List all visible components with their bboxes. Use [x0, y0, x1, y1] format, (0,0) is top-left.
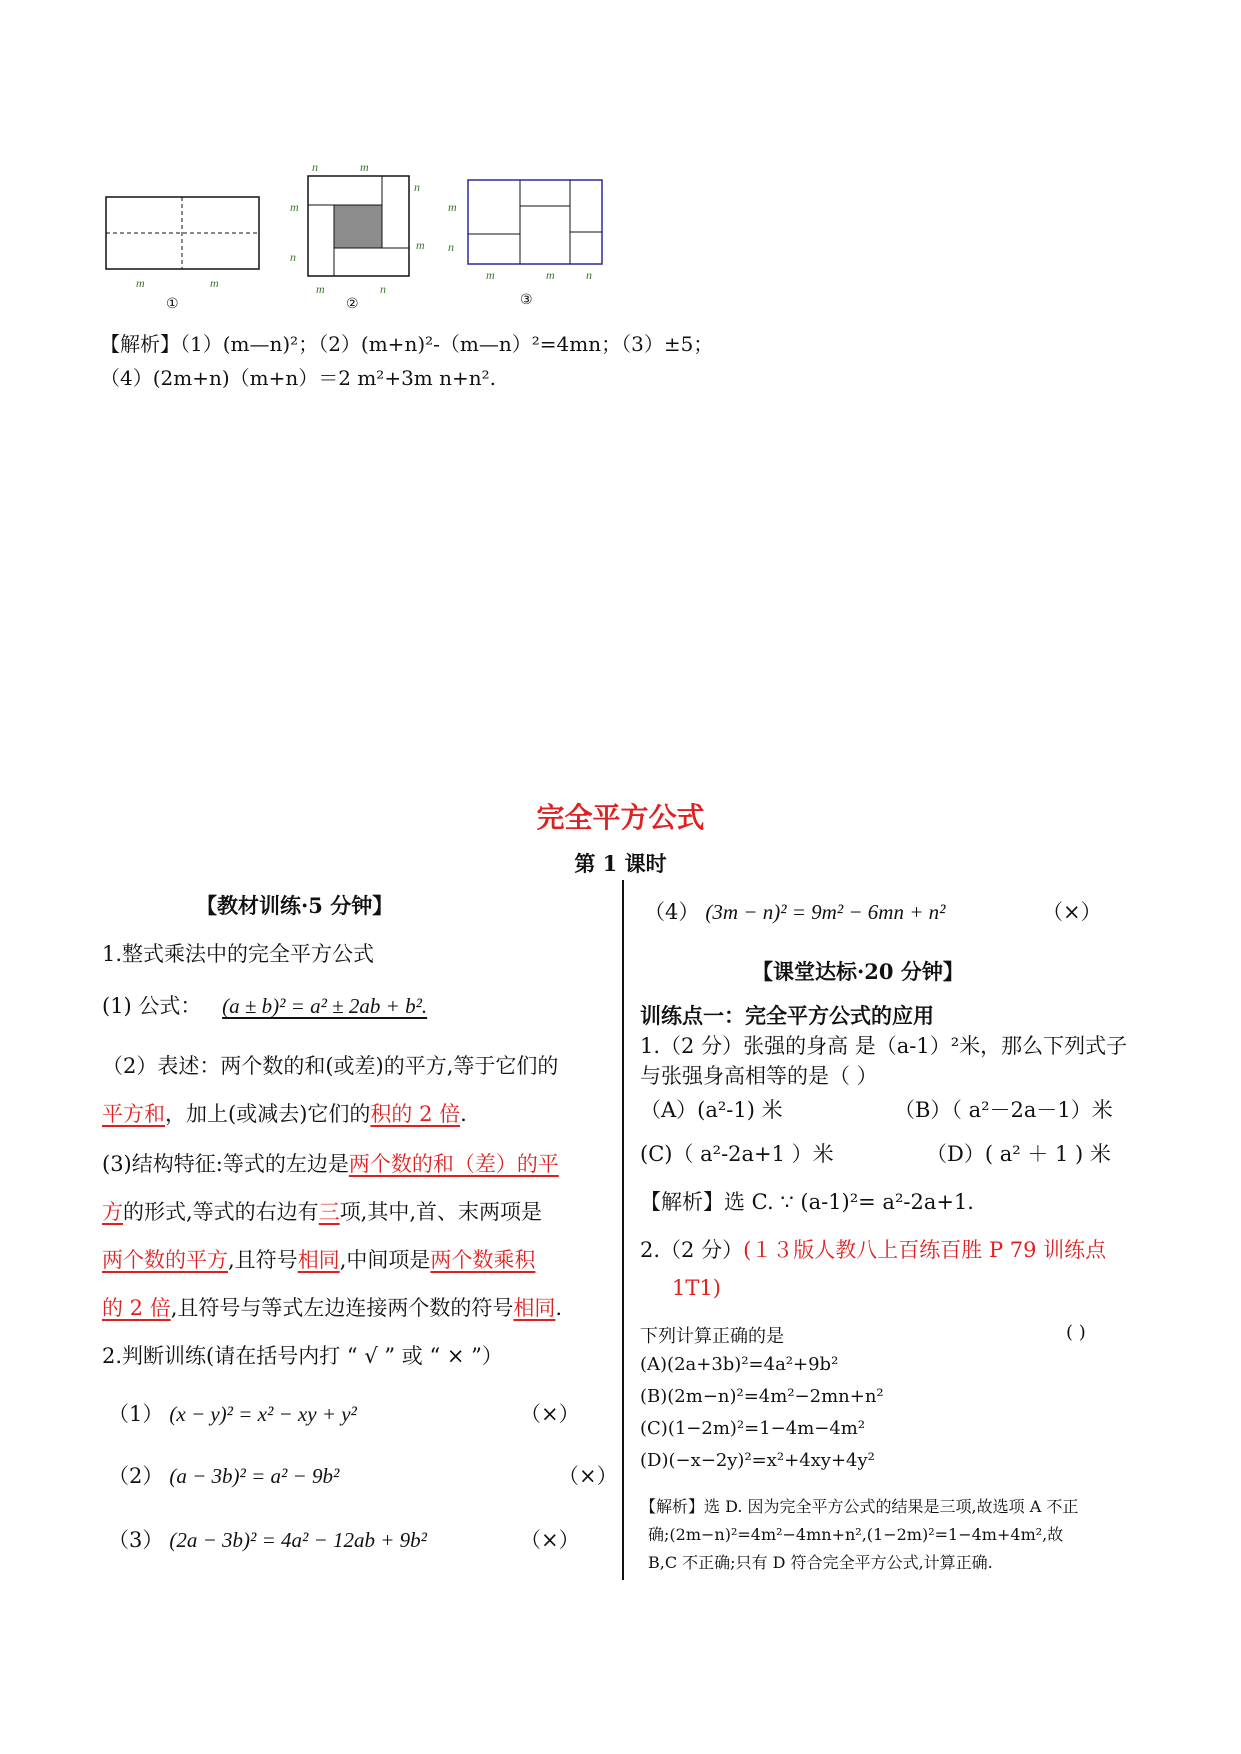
- q1-formula-row: [102, 990, 435, 1020]
- page-subtitle: 第 1 课时: [574, 851, 667, 876]
- p1-option-a: （A）(a²-1) 米: [640, 1098, 783, 1122]
- fig2-label-m: m: [360, 160, 369, 174]
- judge-item-label: （3）: [108, 1528, 164, 1552]
- p1-option-d: （D）( a² ＋ 1 ) 米: [926, 1142, 1111, 1166]
- fig2-label-m: m: [316, 282, 325, 296]
- p1-line1: 1.（2 分）张强的身高 是（a-1）²米，那么下列式子: [640, 1034, 1128, 1058]
- q1-struct-blank6: 相同: [513, 1296, 556, 1320]
- p2-option: (C)(1−2m)²=1−4m−4m²: [640, 1418, 866, 1439]
- column-divider: [622, 880, 624, 1580]
- q1-struct-end: .: [555, 1296, 563, 1320]
- p2-answer-line2: 确;(2m−n)²=4m²−4mn+n²,(1−2m)²=1−4m+4m²,故: [648, 1525, 1064, 1544]
- judge-item-answer: （×）: [520, 1402, 580, 1426]
- judge-item-label: （2）: [108, 1464, 164, 1488]
- judge-item-expr: (x − y)² = x² − xy + y²: [169, 1402, 357, 1426]
- q1-struct-line2: [102, 1196, 542, 1226]
- q1-formula: (a ± b)² = a² ± 2ab + b².: [222, 994, 428, 1018]
- q2-title: 2.判断训练(请在括号内打 “ √ ” 或 “ × ”）: [102, 1344, 503, 1368]
- judge-item-expr: (3m − n)² = 9m² − 6mn + n²: [705, 900, 946, 924]
- judge-item-4: [644, 896, 945, 926]
- left-section-heading: 【教材训练·5 分钟】: [196, 893, 394, 918]
- p2-option: (B)(2m−n)²=4m²−2mn+n²: [640, 1386, 884, 1407]
- figure-square-2: [302, 170, 422, 280]
- q1-formula-label: (1) 公式：: [102, 994, 202, 1018]
- fig2-label-n: n: [312, 160, 318, 174]
- q1-struct-line3: [102, 1244, 535, 1274]
- q1-struct-mid5: ,且符号与等式左边连接两个数的符号: [170, 1296, 514, 1320]
- q1-struct-blank2: 三: [318, 1200, 340, 1224]
- fig2-label-n: n: [290, 250, 296, 264]
- fig2-label-m: m: [416, 238, 425, 252]
- fig3-label-m: m: [486, 268, 495, 282]
- p2-option: (D)(−x−2y)²=x²+4xy+4y²: [640, 1450, 875, 1471]
- q1-struct-blank3: 两个数的平方: [102, 1248, 228, 1272]
- q1-struct-mid2: 项,其中,首、末两项是: [339, 1200, 543, 1224]
- judge-item: [108, 1398, 357, 1428]
- fig3-label-m: m: [546, 268, 555, 282]
- q1-expr-mid: ，加上(或减去)它们的: [165, 1102, 371, 1126]
- p2-header: [640, 1234, 1106, 1264]
- p2-answer-line1: 【解析】选 D. 因为完全平方公式的结果是三项,故选项 A 不正: [640, 1497, 1079, 1516]
- q1-expr-end: .: [460, 1102, 467, 1126]
- fig2-label-n: n: [380, 282, 386, 296]
- p2-question: 下列计算正确的是: [640, 1326, 784, 1347]
- q1-struct-blank5b: 的 2 倍: [102, 1296, 171, 1320]
- p2-option: (A)(2a+3b)²=4a²+9b²: [640, 1354, 839, 1375]
- p1-line2: 与张强身高相等的是（ ）: [640, 1064, 878, 1088]
- p1-answer: 【解析】选 C. ∵ (a-1)²= a²-2a+1.: [640, 1190, 974, 1214]
- right-section-heading: 【课堂达标·20 分钟】: [752, 959, 964, 984]
- p1-option-b: （B）（ a²－2a－1）米: [894, 1098, 1113, 1122]
- q1-struct-mid4: ,中间项是: [339, 1248, 431, 1272]
- fig3-number: ③: [520, 292, 533, 308]
- q1-struct-blank4: 相同: [297, 1248, 340, 1272]
- training-point-title: 训练点一：完全平方公式的应用: [640, 1003, 934, 1028]
- q1-struct-prefix: (3)结构特征:等式的左边是: [102, 1152, 349, 1176]
- judge-item-answer: （×）: [558, 1464, 618, 1488]
- figure-rectangle-3: [464, 176, 614, 271]
- q1-struct-mid1: 的形式,等式的右边有: [123, 1200, 319, 1224]
- fig2-label-m: m: [290, 200, 299, 214]
- top-answer-line2: （4）(2m+n)（m+n）＝2 m²+3m n+n².: [100, 366, 497, 390]
- q1-struct-mid3: ,且符号: [228, 1248, 298, 1272]
- judge-item-label: （4）: [644, 900, 700, 924]
- q1-expr-line1: （2）表述：两个数的和(或差)的平方,等于它们的: [102, 1054, 559, 1078]
- p2-answer-paren: ( ): [1066, 1322, 1086, 1343]
- judge-item: [108, 1524, 427, 1554]
- q1-blank-double-product: 积的 2 倍: [370, 1102, 461, 1126]
- judge-item-answer: （×）: [520, 1528, 580, 1552]
- fig1-number: ①: [166, 296, 179, 312]
- judge-item-expr: (a − 3b)² = a² − 9b²: [169, 1464, 340, 1488]
- top-answer-line1: 【解析】（1）(m—n)²；（2）(m+n)²-（m—n）²=4mn；（3）±5；: [100, 332, 714, 356]
- q1-struct-line4: [102, 1292, 562, 1322]
- judge-item-label: （1）: [108, 1402, 164, 1426]
- q1-expr-line2: [102, 1098, 467, 1128]
- judge-item-expr: (2a − 3b)² = 4a² − 12ab + 9b²: [169, 1528, 427, 1552]
- q1-struct-blank1a: 两个数的和（差）的平: [348, 1152, 559, 1176]
- page-title: 完全平方公式: [536, 801, 705, 834]
- q1-struct-blank1b: 方: [102, 1200, 123, 1224]
- fig1-label-m: m: [136, 276, 145, 290]
- p2-answer-line3: B,C 不正确;只有 D 符合完全平方公式,计算正确.: [648, 1553, 993, 1572]
- q1-title: 1.整式乘法中的完全平方公式: [102, 942, 375, 966]
- q1-blank-square-sum: 平方和: [102, 1102, 165, 1126]
- figure-rectangle-1: [100, 190, 270, 280]
- fig3-label-n: n: [586, 268, 592, 282]
- p1-option-c: (C)（ a²-2a+1 ）米: [640, 1142, 834, 1166]
- fig2-number: ②: [346, 296, 359, 312]
- p2-source: (１３版人教八上百练百胜 P 79 训练点: [743, 1238, 1107, 1262]
- judge-item: [108, 1460, 339, 1490]
- fig2-label-n: n: [414, 180, 420, 194]
- judge-item-answer: （×）: [1042, 900, 1102, 924]
- fig1-label-m: m: [210, 276, 219, 290]
- p2-prefix: 2.（2 分）: [640, 1238, 744, 1262]
- q1-struct-blank5a: 两个数乘积: [430, 1248, 536, 1272]
- q1-struct-line1: [102, 1148, 559, 1178]
- p2-source-cont: 1T1): [672, 1276, 721, 1300]
- fig3-label-n: n: [448, 240, 454, 254]
- fig3-label-m: m: [448, 200, 457, 214]
